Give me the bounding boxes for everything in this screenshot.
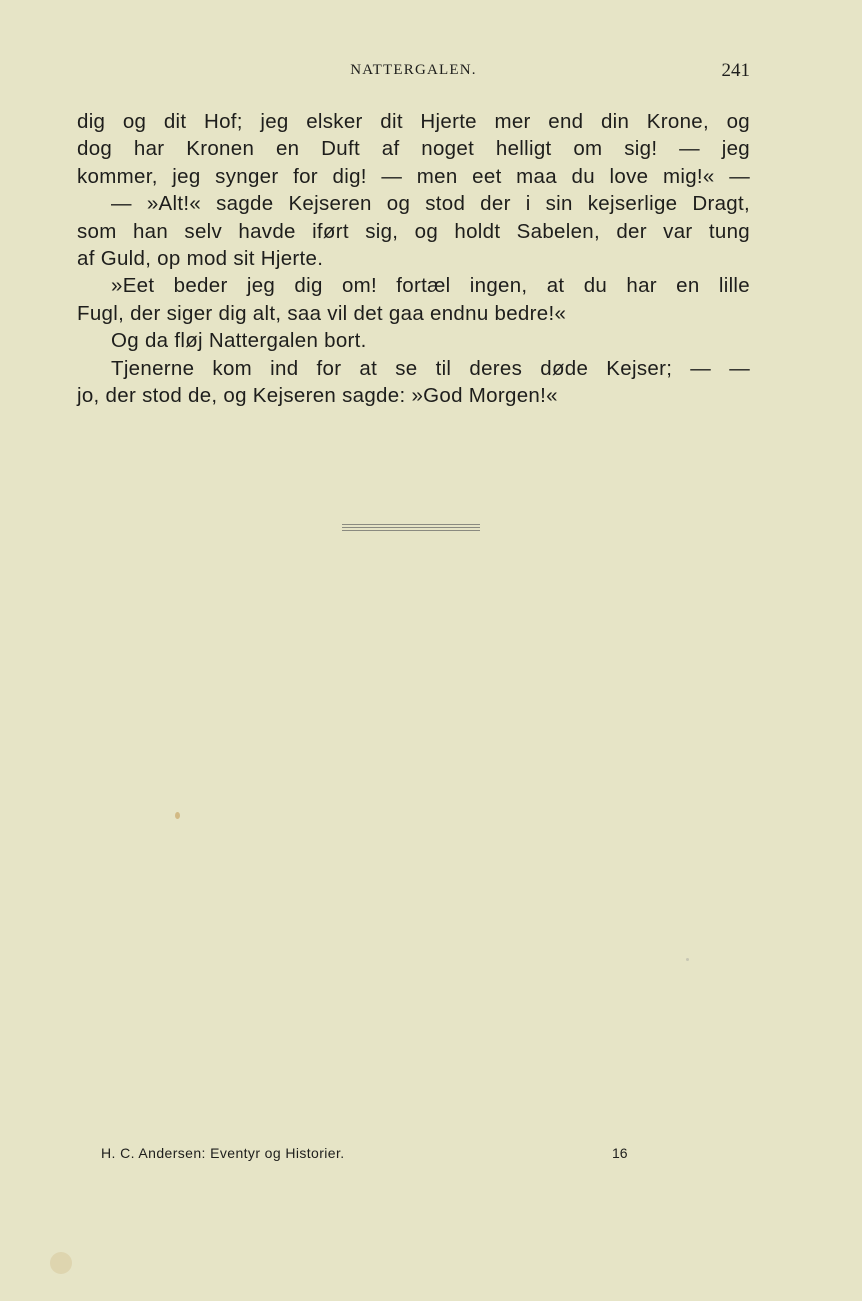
section-end-rule <box>342 524 480 533</box>
text-line: kommer, jeg synger for dig! — men eet maa du love mig!« — <box>77 164 750 188</box>
paper-speck <box>686 958 689 961</box>
text-line: Fugl, der siger dig alt, saa vil det gaa endnu bedre!« <box>77 301 567 325</box>
rule-line <box>342 530 480 531</box>
text-line: som han selv havde iført sig, og holdt Sabelen, der var tung <box>77 219 750 243</box>
running-title: NATTERGALEN. <box>350 62 477 78</box>
footer-signature-mark: 16 <box>612 1145 628 1161</box>
text-line: Og da fløj Nattergalen bort. <box>111 329 367 353</box>
text-line: dog har Kronen en Duft af noget helligt om sig! — jeg <box>77 137 750 161</box>
text-line: »Eet beder jeg dig om! fortæl ingen, at du har en lille <box>111 274 750 298</box>
text-line: — »Alt!« sagde Kejseren og stod der i sin kejserlige Dragt, <box>111 192 750 216</box>
body-text <box>77 108 750 409</box>
rule-line <box>342 527 480 528</box>
footer-signature-text: H. C. Andersen: Eventyr og Historier. <box>101 1145 345 1161</box>
paper-speck <box>50 1252 72 1274</box>
text-line: af Guld, op mod sit Hjerte. <box>77 246 324 270</box>
page-number: 241 <box>721 60 750 81</box>
paper-speck <box>175 812 180 819</box>
rule-line <box>342 524 480 525</box>
text-line: jo, der stod de, og Kejseren sagde: »God Morgen!« <box>77 383 558 407</box>
running-head <box>77 60 750 84</box>
text-line: Tjenerne kom ind for at se til deres døde Kejser; — — <box>111 356 750 380</box>
text-line: dig og dit Hof; jeg elsker dit Hjerte mer end din Krone, og <box>77 110 750 133</box>
